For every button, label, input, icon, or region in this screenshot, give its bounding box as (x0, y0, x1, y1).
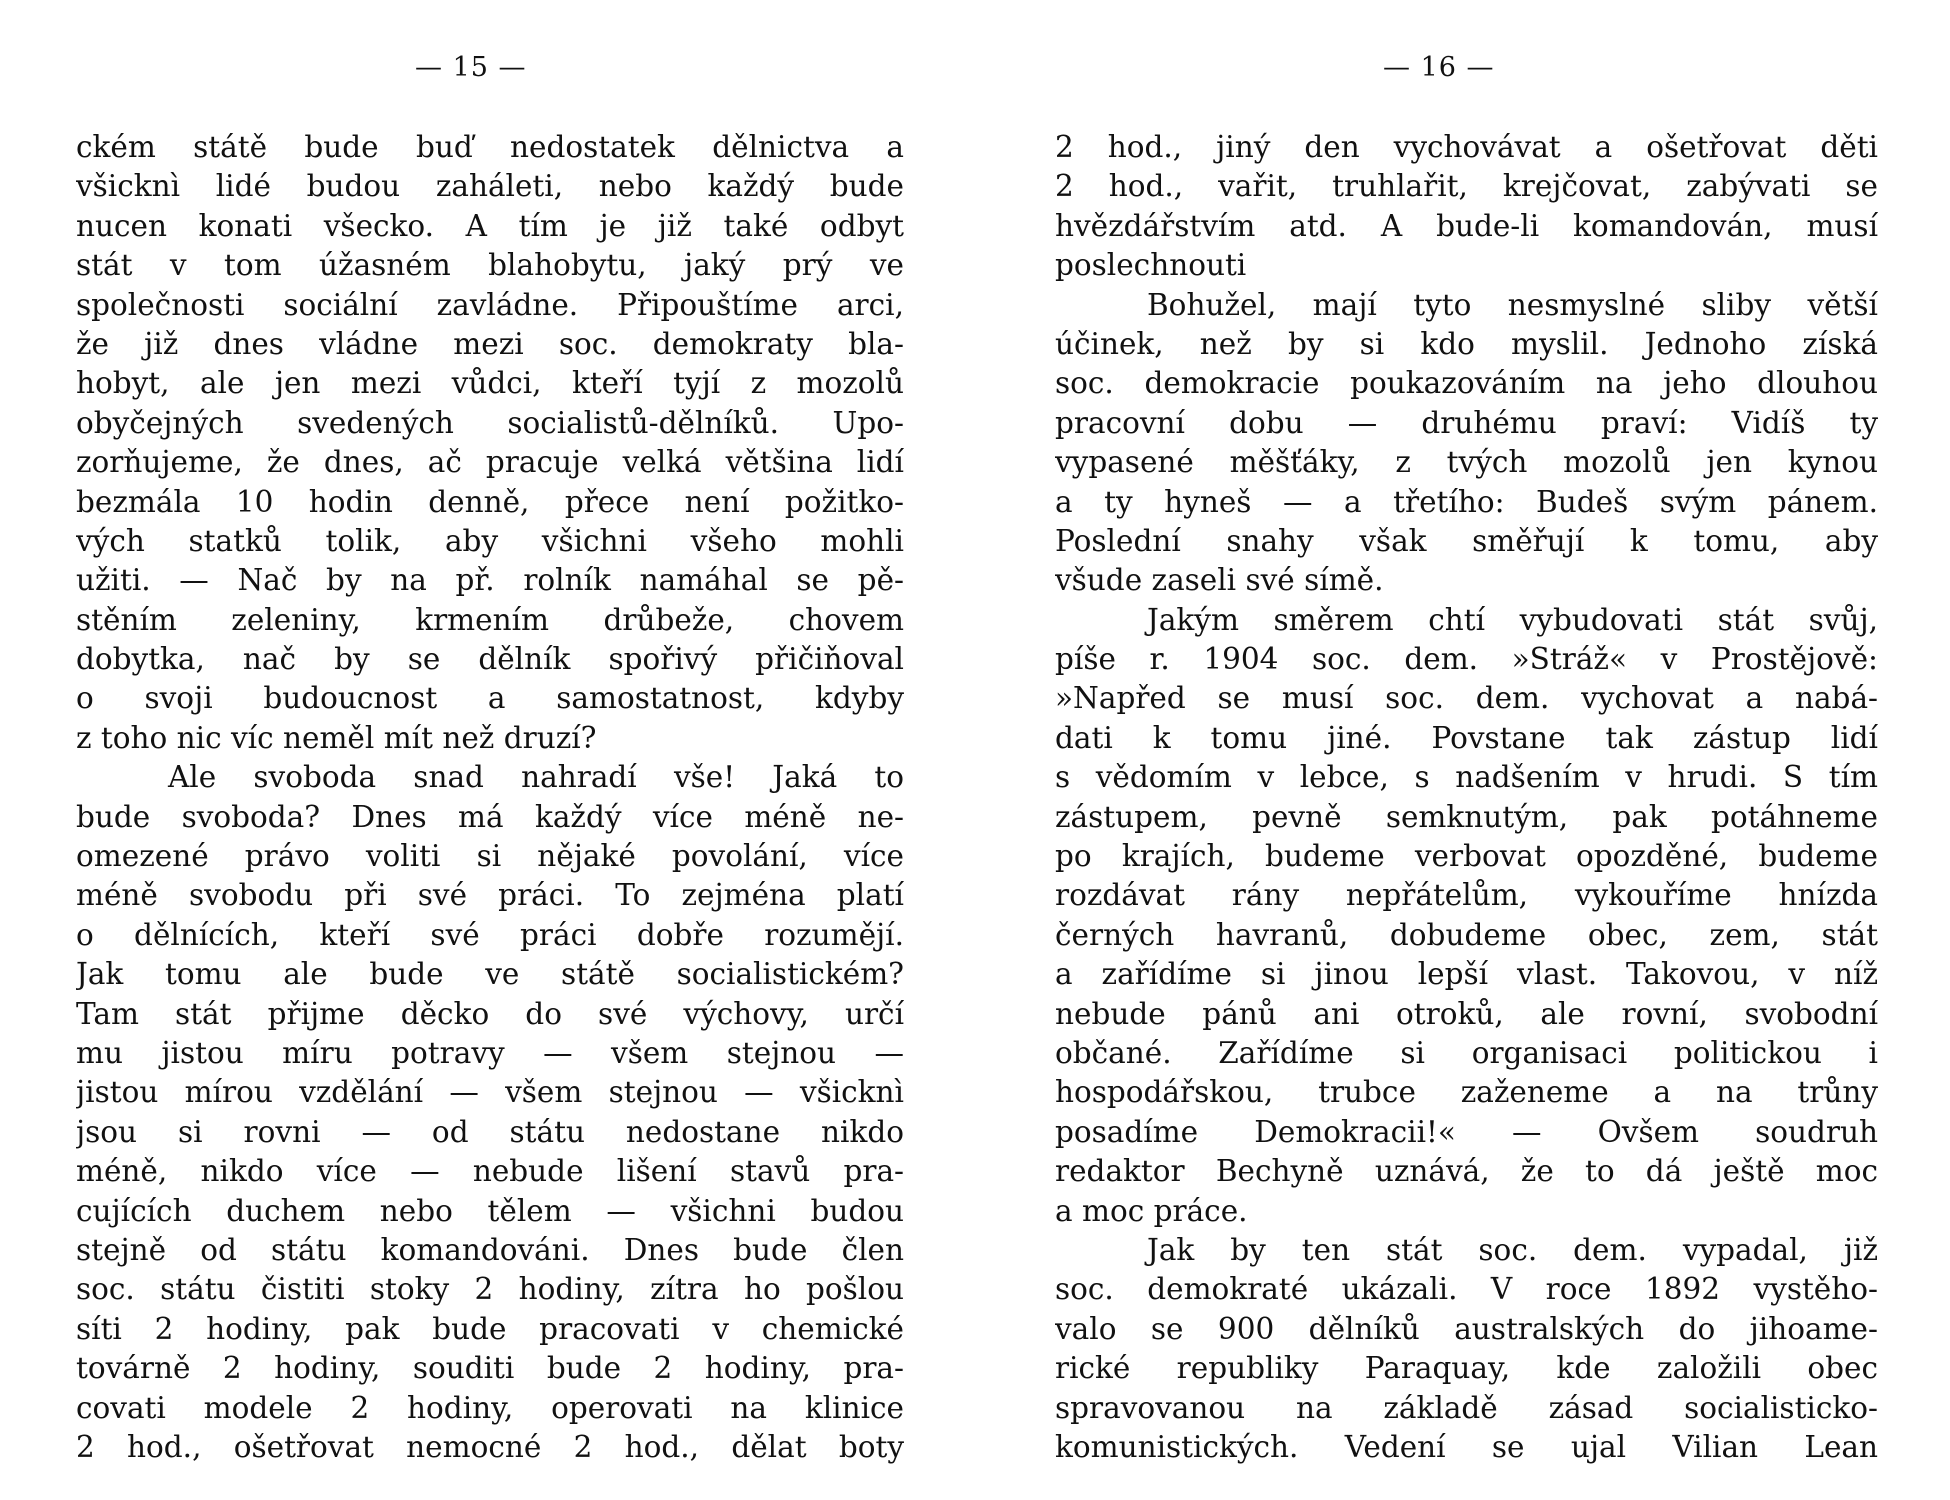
page-number: — 16 — (1383, 52, 1495, 83)
text-line: užiti. — Nač by na př. rolník namáhal se pě- (76, 563, 904, 598)
text-line: z toho nic víc neměl mít než druzí? (76, 720, 597, 755)
text-line: méně svobodu při své práci. To zejména platí (76, 878, 904, 913)
text-line: cujících duchem nebo tělem — všichni budou (76, 1193, 904, 1228)
text-line: jsou si rovni — od státu nedostane nikdo (76, 1114, 904, 1149)
text-line: občané. Zařídíme si organisaci politickou i (1055, 1035, 1878, 1070)
text-line: soc. státu čistiti stoky 2 hodiny, zítra ho pošlou (76, 1272, 904, 1307)
text-line: valo se 900 dělníků australských do jihoame- (1055, 1311, 1878, 1346)
text-line: méně, nikdo více — nebude lišení stavů pra- (76, 1154, 904, 1189)
page-number: — 15 — (415, 52, 527, 83)
text-line: všude zaseli své símě. (1055, 563, 1384, 598)
text-line: Bohužel, mají tyto nesmyslné sliby větší (1147, 287, 1878, 322)
text-line: stěním zeleniny, krmením drůbeže, chovem (76, 602, 904, 637)
text-line: Tam stát přijme děcko do své výchovy, určí (76, 996, 904, 1031)
text-line: posadíme Demokracii!« — Ovšem soudruh (1055, 1114, 1878, 1149)
text-line: 2 hod., ošetřovat nemocné 2 hod., dělat boty (76, 1429, 904, 1464)
text-line: po krajích, budeme verbovat opozděné, budeme (1055, 839, 1878, 874)
text-line: 2 hod., jiný den vychovávat a ošetřovat děti (1055, 130, 1878, 164)
text-line: všicknì lidé budou zaháleti, nebo každý bude (76, 169, 904, 204)
text-line: rozdávat rány nepřátelům, vykouříme hnízda (1055, 878, 1878, 913)
text-line: komunistických. Vedení se ujal Vilian Lean (1055, 1429, 1878, 1464)
text-line: 2 hod., vařit, truhlařit, krejčovat, zabývati se (1055, 169, 1878, 204)
text-line: Jakým směrem chtí vybudovati stát svůj, (1147, 602, 1878, 637)
text-line: zástupem, pevně semknutým, pak potáhneme (1055, 799, 1878, 834)
page-text (76, 128, 904, 1467)
text-line: o dělnících, kteří své práci dobře rozumějí. (76, 917, 904, 952)
text-line: poslechnouti (1055, 248, 1247, 283)
text-line: továrně 2 hodiny, souditi bude 2 hodiny, pra- (76, 1351, 904, 1386)
text-line: nucen konati všecko. A tím je již také odbyt (76, 208, 904, 243)
text-line: síti 2 hodiny, pak bude pracovati v chemické (76, 1311, 904, 1346)
text-line: covati modele 2 hodiny, operovati na klinice (76, 1390, 904, 1425)
text-line: Poslední snahy však směřují k tomu, aby (1055, 523, 1878, 558)
text-line: bezmála 10 hodin denně, přece není požitko- (76, 484, 904, 519)
text-line: zorňujeme, že dnes, ač pracuje velká většina lidí (76, 445, 904, 480)
text-line: černých havranů, dobudeme obec, zem, stát (1055, 917, 1878, 952)
text-line: obyčejných svedených socialistů-dělníků. Upo- (76, 405, 904, 440)
text-line: píše r. 1904 soc. dem. »Stráž« v Prostějově: (1055, 642, 1878, 677)
text-line: rické republiky Paraquay, kde založili obec (1055, 1351, 1878, 1386)
text-line: stát v tom úžasném blahobytu, jaký prý ve (76, 248, 904, 283)
text-line: hvězdářstvím atd. A bude-li komandován, musí (1055, 208, 1878, 243)
text-line: Jak tomu ale bude ve státě socialistickém? (76, 957, 904, 992)
text-line: spravovanou na základě zásad socialisticko- (1055, 1390, 1878, 1425)
text-line: stejně od státu komandováni. Dnes bude člen (76, 1232, 904, 1267)
text-line: Jak by ten stát soc. dem. vypadal, již (1147, 1232, 1878, 1267)
text-line: bude svoboda? Dnes má každý více méně ne- (76, 799, 904, 834)
text-line: účinek, než by si kdo myslil. Jednoho získá (1055, 326, 1878, 361)
text-line: soc. demokraté ukázali. V roce 1892 vystěho- (1055, 1272, 1878, 1307)
text-line: a zařídíme si jinou lepší vlast. Takovou, v níž (1055, 957, 1878, 992)
text-line: dati k tomu jiné. Povstane tak zástup lidí (1055, 720, 1878, 755)
text-line: pracovní dobu — druhému praví: Vidíš ty (1055, 405, 1878, 440)
text-line: soc. demokracie poukazováním na jeho dlouhou (1055, 366, 1878, 401)
text-line: ckém státě bude buď nedostatek dělnictva a (76, 130, 904, 164)
right-page (975, 0, 1950, 1500)
text-line: s vědomím v lebce, s nadšením v hrudi. S tím (1055, 760, 1878, 795)
text-line: že již dnes vládne mezi soc. demokraty bla- (76, 326, 904, 361)
text-line: o svoji budoucnost a samostatnost, kdyby (76, 681, 904, 716)
page-text (1055, 128, 1878, 1467)
text-line: hobyt, ale jen mezi vůdci, kteří tyjí z mozolů (76, 366, 904, 401)
text-line: omezené právo voliti si nějaké povolání, více (76, 839, 904, 874)
text-line: společnosti sociální zavládne. Připouštíme arci, (76, 287, 904, 322)
text-line: hospodářskou, trubce zaženeme a na trůny (1055, 1075, 1878, 1110)
text-line: a ty hyneš — a třetího: Budeš svým pánem. (1055, 484, 1878, 519)
text-line: vypasené měšťáky, z tvých mozolů jen kynou (1055, 445, 1878, 480)
text-line: dobytka, nač by se dělník spořivý přičiňoval (76, 642, 904, 677)
text-line: a moc práce. (1055, 1193, 1248, 1228)
text-line: mu jistou míru potravy — všem stejnou — (76, 1035, 904, 1070)
text-line: jistou mírou vzdělání — všem stejnou — všicknì (76, 1075, 904, 1110)
text-line: »Napřed se musí soc. dem. vychovat a nabá- (1055, 681, 1878, 716)
text-line: vých statků tolik, aby všichni všeho mohli (76, 523, 904, 558)
text-line: redaktor Bechyně uznává, že to dá ještě moc (1055, 1154, 1878, 1189)
text-line: nebude pánů ani otroků, ale rovní, svobodní (1055, 996, 1878, 1031)
text-line: Ale svoboda snad nahradí vše! Jaká to (168, 760, 904, 795)
